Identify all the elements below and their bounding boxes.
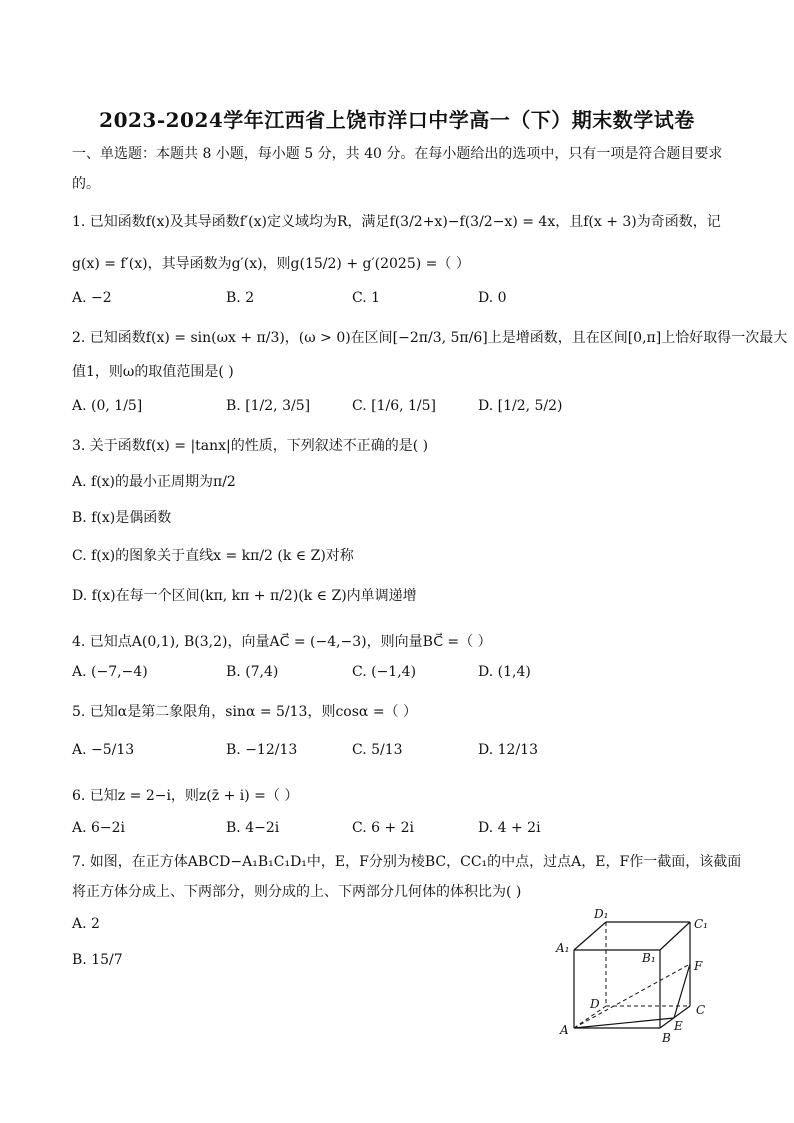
option-a[interactable]: A. (−7,−4) (72, 664, 148, 680)
option-a[interactable]: A. −5/13 (72, 742, 135, 758)
option-b[interactable]: B. 15/7 (72, 952, 123, 968)
question-1-stem: 1. 已知函数f(x)及其导函数f′(x)定义域均为R，满足f(3/2+x)−f(3/2−x) = 4x，且f(x + 3)为奇函数，记 (72, 214, 721, 230)
option-a[interactable]: A. f(x)的最小正周期为π/2 (72, 474, 236, 490)
question-2-options (72, 398, 672, 418)
option-d[interactable]: D. (1,4) (478, 664, 531, 680)
question-7-stem: 7. 如图，在正方体ABCD−A₁B₁C₁D₁中，E，F分别为棱BC，CC₁的中点，过点A，E，F作一截面，该截面 (72, 854, 742, 870)
option-d[interactable]: D. [1/2, 5/2) (478, 398, 563, 414)
cube-figure (548, 900, 728, 1050)
question-2-stem-cont: 值1，则ω的取值范围是( ) (72, 364, 234, 380)
label-a1: A₁ (556, 941, 570, 955)
question-5-stem: 5. 已知α是第二象限角，sinα = 5/13，则cosα =（ ） (72, 704, 418, 720)
option-b[interactable]: B. [1/2, 3/5] (226, 398, 311, 414)
option-c[interactable]: C. 6 + 2i (352, 820, 415, 836)
question-6-stem: 6. 已知z = 2−i，则z(z̄ + i) =（ ） (72, 788, 299, 804)
label-d: D (590, 997, 600, 1011)
option-a[interactable]: A. (0, 1/5] (72, 398, 143, 414)
label-b1: B₁ (642, 951, 656, 965)
option-d[interactable]: D. 0 (478, 290, 507, 306)
option-d[interactable]: D. 12/13 (478, 742, 538, 758)
question-7-stem-cont: 将正方体分成上、下两部分，则分成的上、下两部分几何体的体积比为( ) (72, 884, 522, 900)
option-b[interactable]: B. −12/13 (226, 742, 298, 758)
option-b[interactable]: B. 4−2i (226, 820, 280, 836)
option-d[interactable]: D. 4 + 2i (478, 820, 541, 836)
page-title: 2023-2024学年江西省上饶市洋口中学高一（下）期末数学试卷 (99, 108, 695, 132)
option-c[interactable]: C. 1 (352, 290, 381, 306)
option-c[interactable]: C. 5/13 (352, 742, 403, 758)
question-3-stem: 3. 关于函数f(x) = |tanx|的性质，下列叙述不正确的是( ) (72, 438, 429, 454)
label-a: A (560, 1023, 569, 1037)
label-c1: C₁ (694, 917, 708, 931)
option-c[interactable]: C. (−1,4) (352, 664, 417, 680)
question-1-stem-cont: g(x) = f′(x)，其导函数为g′(x)，则g(15/2) + g′(2025) =（ ） (72, 256, 470, 272)
option-b[interactable]: B. 2 (226, 290, 255, 306)
option-a[interactable]: A. 2 (72, 916, 100, 932)
question-2-stem: 2. 已知函数f(x) = sin(ωx + π/3)，(ω > 0)在区间[−2π/3, 5π/6]上是增函数，且在区间[0,π]上恰好取得一次最大 (72, 330, 788, 346)
question-4-stem: 4. 已知点A(0,1), B(3,2)，向量AC⃗ = (−4,−3)，则向量BC⃗ =（ ） (72, 634, 492, 650)
option-d[interactable]: D. f(x)在每一个区间(kπ, kπ + π/2)(k ∈ Z)内单调递增 (72, 588, 417, 604)
section-instructions-cont: 的。 (72, 176, 100, 192)
label-d1: D₁ (594, 907, 609, 921)
label-c: C (696, 1003, 706, 1017)
option-a[interactable]: A. −2 (72, 290, 112, 306)
label-b: B (662, 1031, 671, 1045)
question-4-options (72, 664, 672, 684)
label-f: F (694, 959, 703, 973)
question-5-options (72, 742, 672, 762)
option-b[interactable]: B. (7,4) (226, 664, 279, 680)
option-c[interactable]: C. f(x)的图象关于直线x = kπ/2 (k ∈ Z)对称 (72, 548, 354, 564)
question-6-options (72, 820, 672, 840)
question-1-options (72, 290, 672, 310)
option-c[interactable]: C. [1/6, 1/5] (352, 398, 436, 414)
label-e: E (674, 1019, 683, 1033)
option-a[interactable]: A. 6−2i (72, 820, 126, 836)
section-instructions: 一、单选题：本题共 8 小题，每小题 5 分，共 40 分。在每小题给出的选项中，只有一项是符合题目要求 (72, 146, 723, 162)
option-b[interactable]: B. f(x)是偶函数 (72, 510, 172, 526)
